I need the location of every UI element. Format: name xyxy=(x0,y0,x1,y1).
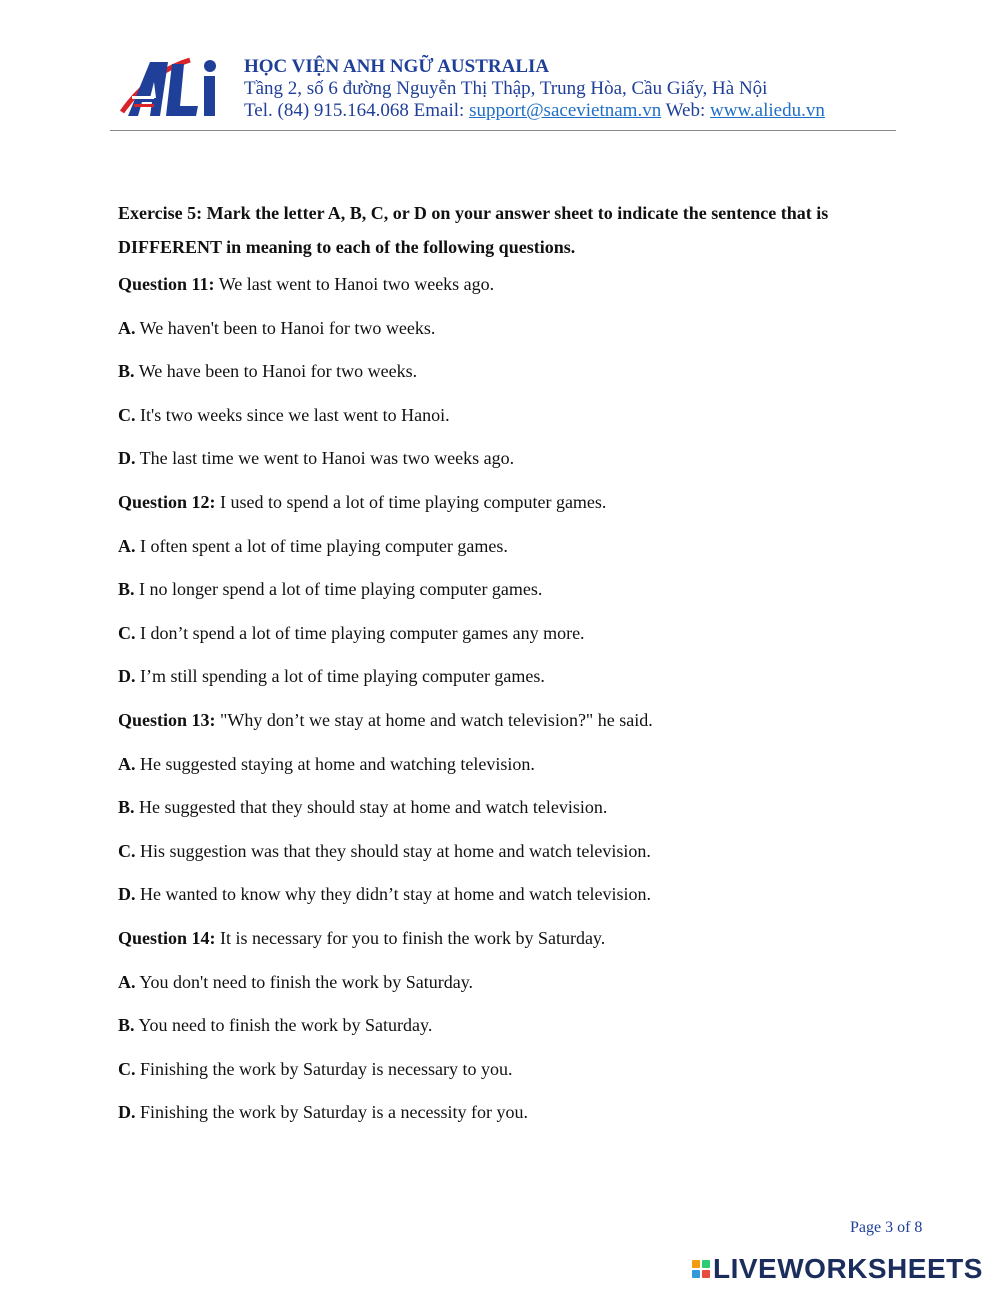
option-text: His suggestion was that they should stay at home and watch television. xyxy=(135,840,651,861)
question-stem xyxy=(118,708,908,752)
option-letter: D. xyxy=(118,448,136,469)
option-letter: C. xyxy=(118,1058,136,1079)
header-text-block xyxy=(244,56,825,122)
question-label: Question 13: xyxy=(118,709,216,730)
option-text: You don't need to finish the work by Saturday. xyxy=(135,971,474,992)
org-contact xyxy=(244,100,825,122)
ali-logo xyxy=(120,52,230,122)
org-name: HỌC VIỆN ANH NGỮ AUSTRALIA xyxy=(244,56,550,77)
question-stem xyxy=(118,926,908,970)
option-letter: A. xyxy=(118,317,136,338)
option-text: I no longer spend a lot of time playing computer games. xyxy=(134,579,543,600)
option-text: He wanted to know why they didn’t stay at home and watch television. xyxy=(135,884,652,905)
option-letter: C. xyxy=(118,622,136,643)
option-text: He suggested staying at home and watching television. xyxy=(135,753,535,774)
option-b[interactable] xyxy=(118,577,908,621)
option-letter: B. xyxy=(118,1015,135,1036)
liveworksheets-wordmark: LIVEWORKSHEETS xyxy=(713,1253,983,1284)
option-text: Finishing the work by Saturday is a necessity for you. xyxy=(135,1102,528,1123)
question-14 xyxy=(118,926,908,1144)
question-12 xyxy=(118,490,908,708)
option-a[interactable] xyxy=(118,970,908,1014)
option-letter: B. xyxy=(118,797,135,818)
option-letter: A. xyxy=(118,753,136,774)
question-text: We last went to Hanoi two weeks ago. xyxy=(214,274,495,294)
exercise-instruction: Exercise 5: Mark the letter A, B, C, or D on your answer sheet to indicate the sentence that is DIFFERENT in meaning to each of the following questions. xyxy=(118,203,829,257)
option-d[interactable] xyxy=(118,882,908,926)
option-letter: D. xyxy=(118,1102,136,1123)
option-letter: B. xyxy=(118,361,135,382)
question-text: "Why don’t we stay at home and watch television?" he said. xyxy=(215,709,653,730)
option-letter: D. xyxy=(118,666,136,687)
option-letter: A. xyxy=(118,535,136,556)
option-text: You need to finish the work by Saturday. xyxy=(134,1015,433,1036)
option-c[interactable] xyxy=(118,403,908,447)
tel-label: Tel. (84) 915.164.068 Email: xyxy=(244,100,470,121)
option-c[interactable] xyxy=(118,1057,908,1101)
option-d[interactable] xyxy=(118,446,908,490)
question-13 xyxy=(118,708,908,926)
question-label: Question 11: xyxy=(118,274,215,294)
email-link[interactable]: support@sacevietnam.vn xyxy=(469,100,662,121)
exercise-content xyxy=(118,196,908,1144)
option-c[interactable] xyxy=(118,621,908,665)
option-b[interactable] xyxy=(118,359,908,403)
question-stem xyxy=(118,272,908,316)
option-text: I’m still spending a lot of time playing computer games. xyxy=(135,666,545,687)
question-text: It is necessary for you to finish the work by Saturday. xyxy=(215,927,606,948)
question-label: Question 12: xyxy=(118,491,216,512)
option-text: I often spent a lot of time playing computer games. xyxy=(135,535,508,556)
option-d[interactable] xyxy=(118,1100,908,1144)
liveworksheets-logo-icon xyxy=(692,1260,710,1278)
option-text: Finishing the work by Saturday is necessary to you. xyxy=(135,1058,513,1079)
question-stem xyxy=(118,490,908,534)
option-text: The last time we went to Hanoi was two weeks ago. xyxy=(135,448,515,469)
question-text: I used to spend a lot of time playing computer games. xyxy=(215,491,607,512)
option-a[interactable] xyxy=(118,534,908,578)
option-c[interactable] xyxy=(118,839,908,883)
option-text: We have been to Hanoi for two weeks. xyxy=(134,361,418,382)
option-b[interactable] xyxy=(118,1013,908,1057)
liveworksheets-brand xyxy=(692,1254,983,1284)
option-a[interactable] xyxy=(118,752,908,796)
option-b[interactable] xyxy=(118,795,908,839)
document-header xyxy=(110,40,896,131)
org-address: Tầng 2, số 6 đường Nguyễn Thị Thập, Trung Hòa, Cầu Giấy, Hà Nội xyxy=(244,78,768,99)
option-letter: A. xyxy=(118,971,136,992)
web-label: Web: xyxy=(661,100,710,121)
page-number: Page 3 of 8 xyxy=(850,1219,923,1236)
option-text: I don’t spend a lot of time playing computer games any more. xyxy=(135,622,585,643)
option-text: We haven't been to Hanoi for two weeks. xyxy=(135,317,436,338)
option-a[interactable] xyxy=(118,316,908,360)
option-letter: C. xyxy=(118,840,136,861)
question-11 xyxy=(118,272,908,490)
option-letter: C. xyxy=(118,404,136,425)
option-text: It's two weeks since we last went to Hanoi. xyxy=(135,404,450,425)
question-label: Question 14: xyxy=(118,927,216,948)
web-link[interactable]: www.aliedu.vn xyxy=(710,100,825,121)
option-d[interactable] xyxy=(118,664,908,708)
option-text: He suggested that they should stay at home and watch television. xyxy=(134,797,608,818)
option-letter: B. xyxy=(118,579,135,600)
option-letter: D. xyxy=(118,884,136,905)
